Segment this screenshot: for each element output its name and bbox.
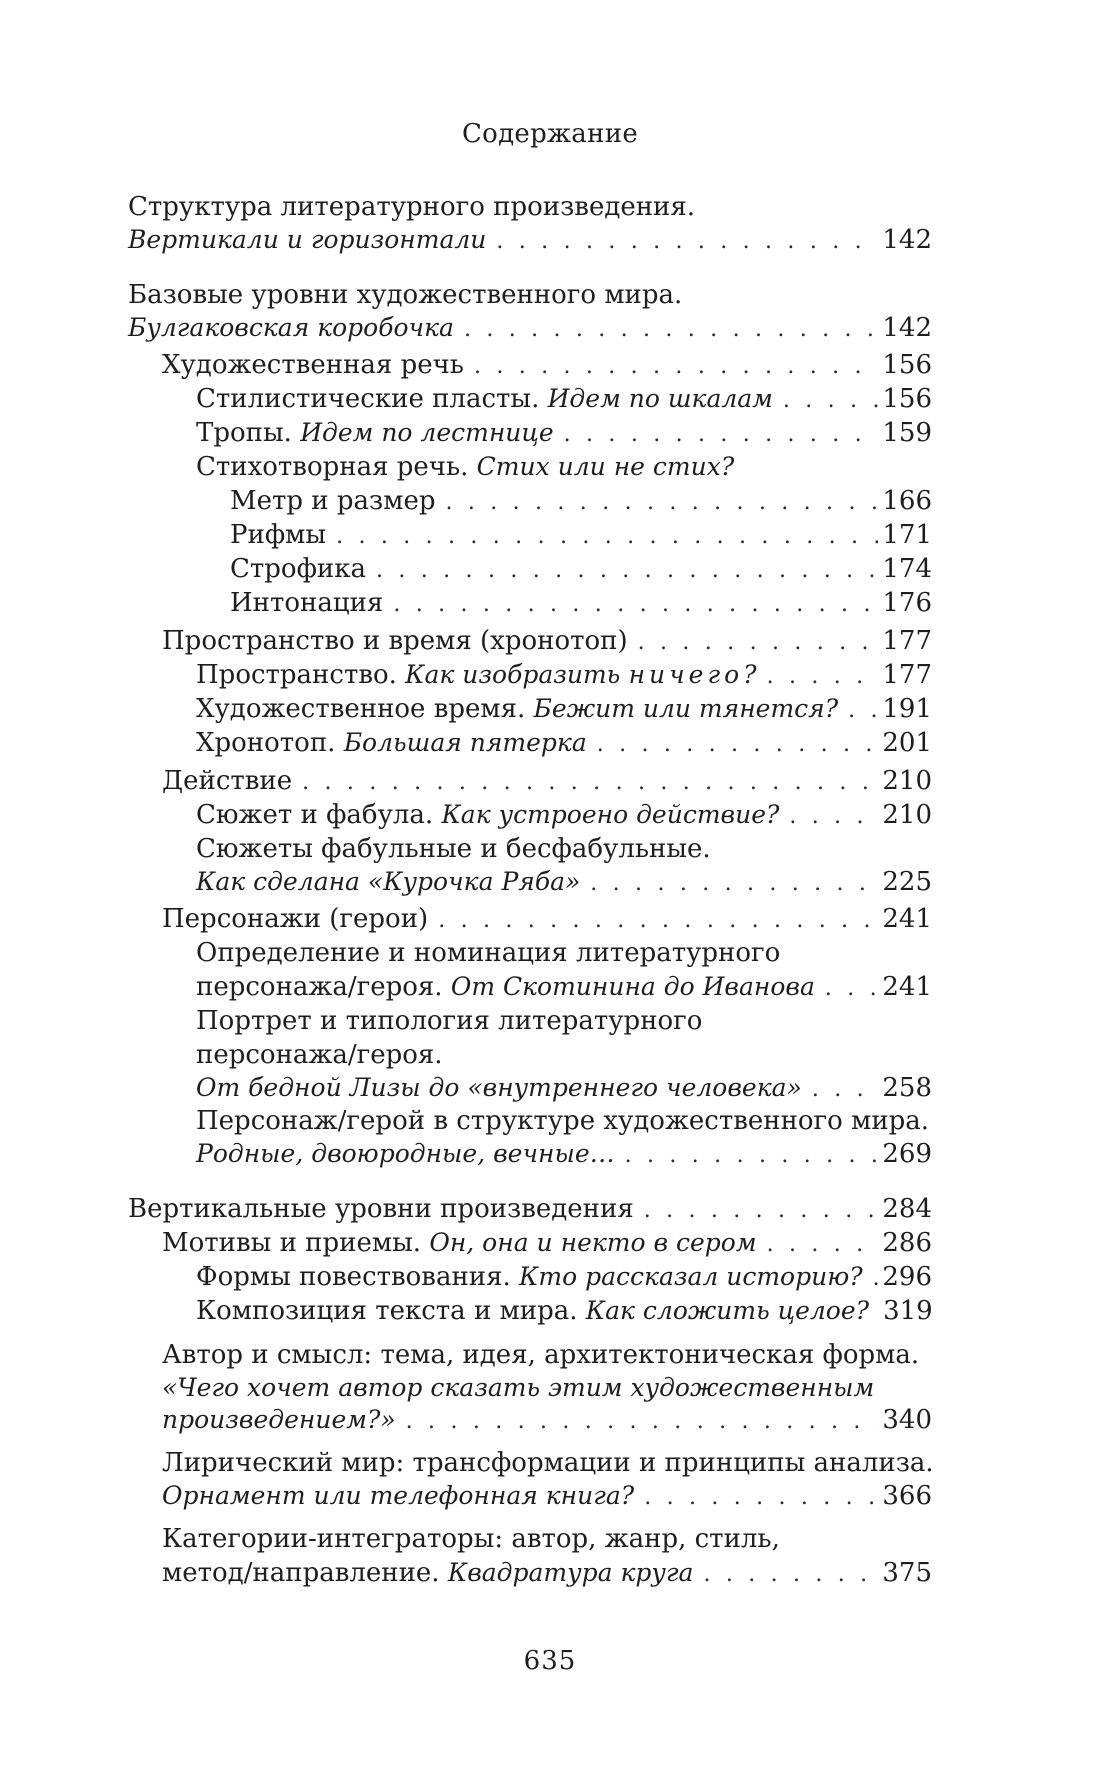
toc-line	[162, 1522, 932, 1556]
toc-line	[230, 586, 932, 620]
toc-page-number: 366	[882, 1481, 932, 1511]
toc-line	[196, 1104, 932, 1138]
page-title: Содержание	[461, 119, 639, 149]
leader-dots	[336, 520, 878, 554]
toc-line	[196, 1260, 932, 1294]
toc-line	[162, 348, 932, 382]
toc-text: Автор и смысл: тема, идея, архитектоническая форма.	[162, 1340, 920, 1370]
toc-page-number: 225	[882, 867, 932, 897]
toc-entry	[128, 518, 932, 552]
toc-entry	[128, 692, 932, 726]
leader-dots	[825, 972, 879, 1006]
toc-subtitle: «Чего хочет автор сказать этим художественным	[162, 1373, 875, 1402]
toc-entry	[128, 1226, 932, 1260]
leader-dots	[812, 1074, 879, 1106]
leader-dots	[496, 226, 878, 258]
toc-text: Хронотоп.	[196, 728, 336, 758]
toc-entry	[128, 1260, 932, 1294]
leader-dots	[590, 868, 878, 900]
toc-page-number: 241	[882, 972, 932, 1002]
toc-entry	[128, 348, 932, 382]
toc-entry	[128, 624, 932, 658]
toc-text: Стихотворная речь.	[196, 452, 469, 482]
leader-dots	[445, 486, 878, 520]
toc-line	[162, 1338, 932, 1372]
toc-subtitle: Идем по шкалам	[547, 384, 773, 413]
toc-line	[162, 1480, 932, 1512]
toc-page-number: 142	[882, 225, 932, 255]
toc-text: Лирический мир: трансформации и принципы анализа.	[162, 1448, 934, 1478]
toc-subtitle: Бежит или тянется?	[533, 694, 839, 723]
toc-page-number: 191	[882, 694, 932, 724]
toc-entry	[128, 1104, 932, 1170]
toc-page-number: 319	[883, 1296, 933, 1326]
toc-text: Художественное время.	[196, 694, 526, 724]
toc-entry	[128, 764, 932, 798]
toc-entry	[128, 936, 932, 1004]
toc-subtitle: произведением?»	[162, 1405, 396, 1434]
toc-text: метод/направление.	[162, 1558, 440, 1588]
toc-page-number: 296	[882, 1262, 932, 1292]
toc-line	[128, 1192, 932, 1226]
toc-subtitle: Как сделана «Курочка Ряба»	[196, 867, 581, 896]
toc-subtitle: Как сложить целое?	[585, 1296, 870, 1325]
toc-text: Категории-интеграторы: автор, жанр, стиль,	[162, 1524, 780, 1554]
toc-entry	[128, 190, 932, 256]
toc-page-number: 201	[882, 728, 932, 758]
toc-page-number: 258	[882, 1073, 932, 1103]
toc-page-number: 166	[882, 486, 932, 516]
toc-line	[162, 624, 932, 658]
toc-entry	[128, 658, 932, 692]
leader-dots	[644, 1194, 879, 1228]
toc-line	[196, 692, 932, 726]
toc-entry	[128, 902, 932, 936]
toc-entry	[128, 1294, 932, 1328]
leader-dots	[767, 1228, 879, 1262]
toc-subtitle: Вертикали и горизонтали	[128, 225, 487, 254]
toc-page-number: 375	[882, 1558, 932, 1588]
toc-entry	[128, 278, 932, 344]
toc-page-number: 156	[882, 350, 932, 380]
toc-entry	[128, 1522, 932, 1590]
toc-line	[162, 1556, 932, 1590]
toc-subtitle: Родные, двоюродные, вечные…	[196, 1139, 615, 1168]
leader-dots	[644, 1482, 878, 1514]
toc-page-number: 177	[882, 660, 932, 690]
leader-dots	[703, 1558, 878, 1592]
toc-line	[196, 416, 932, 450]
table-of-contents	[128, 190, 932, 1590]
toc-text: Определение и номинация литературного	[196, 938, 781, 968]
toc-entry	[128, 416, 932, 450]
toc-text: Пространство и время (хронотоп)	[162, 626, 628, 656]
toc-text: Базовые уровни художественного мира.	[128, 280, 683, 310]
toc-page-number: 210	[882, 800, 932, 830]
toc-entry	[128, 1338, 932, 1436]
toc-entry	[128, 798, 932, 832]
toc-entry	[128, 484, 932, 518]
toc-line	[128, 278, 932, 312]
toc-page-number: 340	[882, 1405, 932, 1435]
toc-line	[162, 902, 932, 936]
toc-page-number: 156	[882, 384, 932, 414]
toc-line	[128, 224, 932, 256]
toc-entry	[128, 382, 932, 416]
toc-line	[196, 866, 932, 898]
toc-text: Формы повествования.	[196, 1262, 511, 1292]
toc-subtitle-end: ?	[743, 660, 757, 689]
leader-dots	[873, 1262, 879, 1296]
toc-subtitle: От бедной Лизы до «внутреннего человека»	[196, 1073, 802, 1102]
toc-line	[196, 832, 932, 866]
leader-dots	[638, 626, 879, 660]
toc-line	[196, 1004, 932, 1038]
toc-line	[230, 552, 932, 586]
toc-page-number: 171	[882, 520, 932, 550]
toc-page-number: 284	[882, 1194, 932, 1224]
leader-dots	[789, 800, 878, 834]
toc-text: Художественная речь	[162, 350, 464, 380]
leader-dots	[564, 418, 879, 452]
toc-page-number: 269	[882, 1139, 932, 1169]
toc-page-number: 174	[882, 554, 932, 584]
toc-text: Мотивы и приемы.	[162, 1228, 422, 1258]
toc-entry	[128, 1004, 932, 1104]
toc-entry	[128, 450, 932, 484]
toc-page-number: 159	[882, 418, 932, 448]
toc-line	[196, 936, 932, 970]
toc-text: Структура литературного произведения.	[128, 192, 696, 222]
toc-page-number: 241	[882, 904, 932, 934]
toc-line	[196, 726, 932, 760]
toc-line	[196, 1294, 932, 1328]
toc-line	[128, 190, 932, 224]
toc-entry	[128, 552, 932, 586]
toc-page-number: 176	[882, 588, 932, 618]
toc-line	[162, 764, 932, 798]
toc-line	[162, 1372, 932, 1404]
toc-subtitle: Как устроено действие?	[441, 800, 780, 829]
toc-text: Сюжеты фабульные и бесфабульные.	[196, 834, 711, 864]
toc-subtitle: Стих или не стих?	[476, 452, 735, 481]
toc-line	[196, 798, 932, 832]
toc-line	[162, 1404, 932, 1436]
toc-entry	[128, 586, 932, 620]
leader-dots	[464, 314, 878, 346]
toc-text: персонажа/героя.	[196, 1040, 443, 1070]
toc-subtitle: Большая пятерка	[343, 728, 587, 757]
toc-page-number: 177	[882, 626, 932, 656]
toc-text: Персонаж/герой в структуре художественного мира.	[196, 1106, 930, 1136]
leader-dots	[438, 904, 878, 938]
toc-text: Вертикальные уровни произведения	[128, 1194, 634, 1224]
toc-line	[196, 1138, 932, 1170]
leader-dots	[474, 350, 878, 384]
leader-dots	[597, 728, 879, 762]
toc-text: Композиция текста и мира.	[196, 1296, 578, 1326]
toc-text: Пространство.	[196, 660, 397, 690]
toc-subtitle: Орнамент или телефонная книга?	[162, 1481, 635, 1510]
toc-text: Рифмы	[230, 520, 327, 550]
toc-line	[230, 484, 932, 518]
leader-dots	[767, 660, 879, 694]
toc-subtitle: Как изобразить	[405, 660, 621, 689]
leader-dots	[376, 554, 878, 588]
toc-line	[196, 382, 932, 416]
toc-line	[196, 970, 932, 1004]
toc-subtitle: Идем по лестнице	[300, 418, 554, 447]
toc-subtitle-spaced: ничего	[628, 660, 744, 689]
toc-text: Стилистические пласты.	[196, 384, 540, 414]
toc-subtitle: Квадратура круга	[447, 1558, 694, 1587]
toc-text: Метр и размер	[230, 486, 436, 516]
leader-dots	[848, 694, 878, 728]
toc-entry	[128, 726, 932, 760]
toc-text: Действие	[162, 766, 293, 796]
toc-subtitle: От Скотинина до Иванова	[450, 972, 815, 1001]
toc-line	[230, 518, 932, 552]
toc-text: Сюжет и фабула.	[196, 800, 434, 830]
page-number: 635	[523, 1646, 577, 1676]
toc-page-number: 210	[882, 766, 932, 796]
toc-line	[162, 1226, 932, 1260]
toc-line	[196, 658, 932, 692]
toc-line	[128, 312, 932, 344]
toc-text: Интонация	[230, 588, 384, 618]
toc-page-number: 286	[882, 1228, 932, 1258]
toc-text: Тропы.	[196, 418, 292, 448]
toc-subtitle: Он, она и некто в сером	[429, 1228, 757, 1257]
leader-dots	[625, 1140, 879, 1172]
toc-line	[162, 1446, 932, 1480]
leader-dots	[393, 588, 878, 622]
toc-line	[196, 450, 932, 484]
toc-entry	[128, 832, 932, 898]
leader-dots	[783, 384, 878, 418]
toc-subtitle: Булгаковская коробочка	[128, 313, 454, 342]
toc-entry	[128, 1192, 932, 1226]
leader-dots	[406, 1406, 879, 1438]
toc-subtitle: Кто рассказал историю?	[519, 1262, 863, 1291]
toc-text: Персонажи (герои)	[162, 904, 429, 934]
toc-text: Портрет и типология литературного	[196, 1006, 703, 1036]
toc-entry	[128, 1446, 932, 1512]
toc-line	[196, 1038, 932, 1072]
toc-page-number: 142	[882, 313, 932, 343]
toc-line	[196, 1072, 932, 1104]
toc-text: Строфика	[230, 554, 367, 584]
leader-dots	[302, 766, 878, 800]
toc-text: персонажа/героя.	[196, 972, 443, 1002]
